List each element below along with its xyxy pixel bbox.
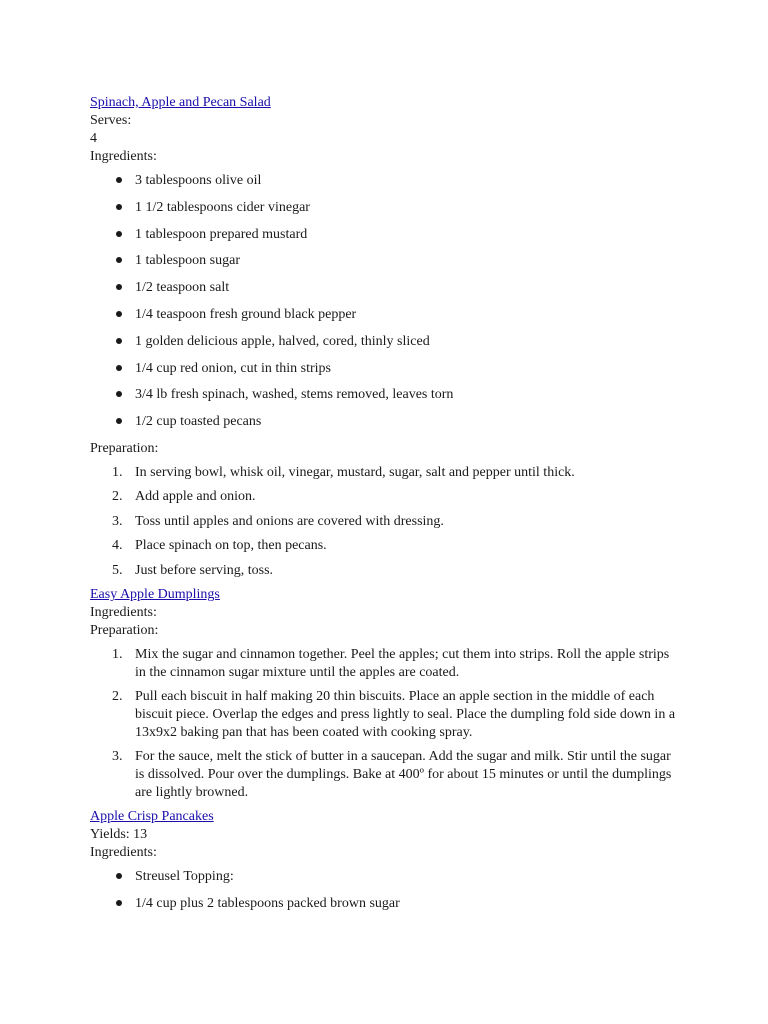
ingredient-item: 1/2 cup toasted pecans xyxy=(90,413,690,431)
step-item xyxy=(90,537,690,555)
ingredient-item: 3 tablespoons olive oil xyxy=(90,172,690,190)
recipe-title-link[interactable]: Spinach, Apple and Pecan Salad xyxy=(90,95,271,110)
ingredient-item: 1/2 teaspoon salt xyxy=(90,279,690,297)
step-item xyxy=(90,688,690,742)
step-item xyxy=(90,646,690,682)
step-text: Pull each biscuit in half making 20 thin biscuits. Place an apple section in the middle of each biscuit piece. Overlap the edges and press lightly to seal. Place the dumpling fold side down in a 13x9x2 baking pan that has been coated with cooking spray. xyxy=(135,689,676,741)
step-number: 2. xyxy=(112,689,123,705)
ingredients-label: Ingredients: xyxy=(90,845,157,861)
document-page xyxy=(90,94,690,922)
yields-label: Yields: 13 xyxy=(90,827,148,843)
step-text: For the sauce, melt the stick of butter in a saucepan. Add the sugar and milk. Stir until the sugar is dissolved. Pour over the dumplings. Bake at 400º for about 15 minutes or until the dumplings are lightly browned. xyxy=(135,749,672,801)
ingredients-label: Ingredients: xyxy=(90,149,157,164)
step-number: 4. xyxy=(112,538,123,554)
step-number: 3. xyxy=(112,749,123,765)
step-item xyxy=(90,513,690,531)
recipe-title-link[interactable]: Easy Apple Dumplings xyxy=(90,587,220,603)
step-text: Add apple and onion. xyxy=(135,489,256,505)
ingredient-list xyxy=(90,172,690,431)
ingredients-label: Ingredients: xyxy=(90,605,157,621)
step-item xyxy=(90,488,690,506)
ingredient-item: 1 golden delicious apple, halved, cored, thinly sliced xyxy=(90,333,690,351)
preparation-label: Preparation: xyxy=(90,440,159,456)
step-number: 3. xyxy=(112,513,123,529)
step-text: Mix the sugar and cinnamon together. Peel the apples; cut them into strips. Roll the apple strips in the cinnamon sugar mixture until the apples are coated. xyxy=(135,647,670,681)
step-item xyxy=(90,464,690,482)
ingredient-item: 1 1/2 tablespoons cider vinegar xyxy=(90,199,690,217)
ingredient-item: 1/4 cup plus 2 tablespoons packed brown sugar xyxy=(90,895,690,913)
serves-value: 4 xyxy=(90,131,97,146)
ingredient-item: Streusel Topping: xyxy=(90,868,690,886)
ingredient-item: 3/4 lb fresh spinach, washed, stems removed, leaves torn xyxy=(90,386,690,404)
serves-label: Serves: xyxy=(90,113,132,128)
preparation-label: Preparation: xyxy=(90,623,159,639)
ingredient-item: 1 tablespoon prepared mustard xyxy=(90,226,690,244)
step-text: Toss until apples and onions are covered with dressing. xyxy=(135,513,444,529)
ingredient-item: 1 tablespoon sugar xyxy=(90,252,690,270)
step-number: 5. xyxy=(112,562,123,578)
step-item xyxy=(90,748,690,802)
step-list xyxy=(90,646,690,802)
step-number: 1. xyxy=(112,647,123,663)
recipe-title-link[interactable]: Apple Crisp Pancakes xyxy=(90,809,214,825)
ingredient-item: 1/4 teaspoon fresh ground black pepper xyxy=(90,306,690,324)
step-text: Just before serving, toss. xyxy=(135,562,274,578)
step-item xyxy=(90,562,690,580)
step-number: 2. xyxy=(112,489,123,505)
ingredient-list xyxy=(90,868,690,913)
ingredient-item: 1/4 cup red onion, cut in thin strips xyxy=(90,360,690,378)
step-text: In serving bowl, whisk oil, vinegar, mustard, sugar, salt and pepper until thick. xyxy=(135,464,575,480)
step-number: 1. xyxy=(112,464,123,480)
step-text: Place spinach on top, then pecans. xyxy=(135,538,327,554)
step-list xyxy=(90,464,690,580)
